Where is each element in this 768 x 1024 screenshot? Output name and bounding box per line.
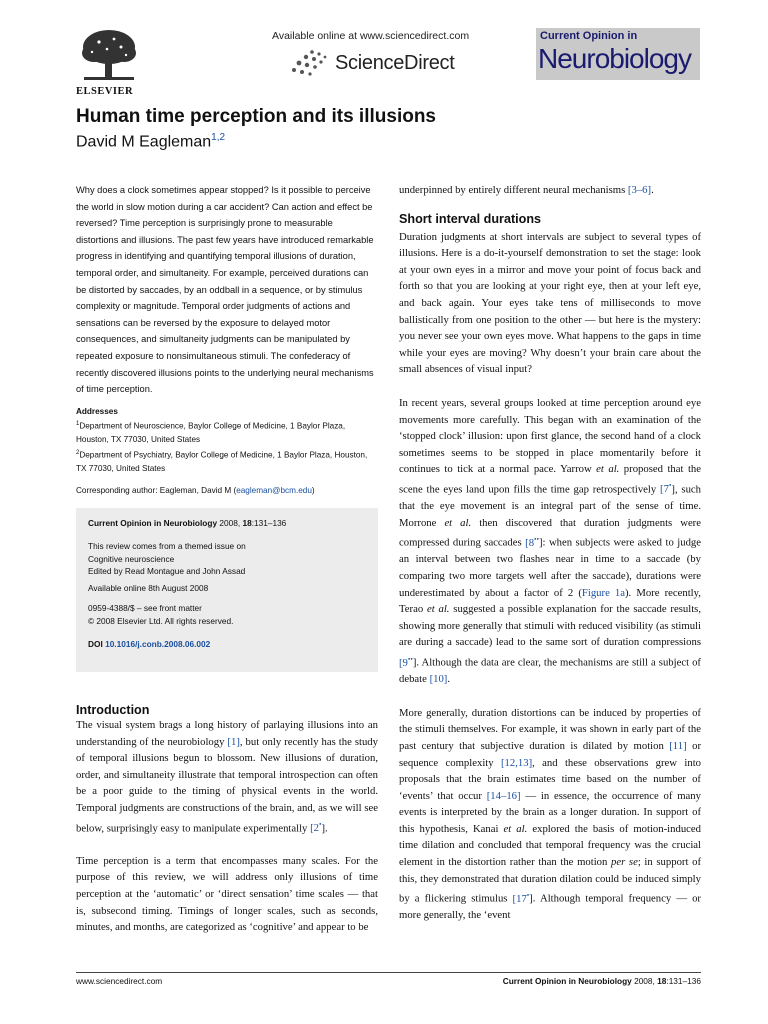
ref-link[interactable]: [7• <box>660 481 672 496</box>
page-header <box>0 0 768 100</box>
short-interval-heading: Short interval durations <box>399 211 542 226</box>
elsevier-tree-logo-icon <box>74 25 144 95</box>
author-affiliation-marks[interactable]: 1,2 <box>211 132 226 143</box>
ref-link[interactable]: [14–16] <box>486 789 521 802</box>
introduction-body <box>76 717 378 936</box>
right-paragraph-1: Duration judgments at short intervals are subject to several types of illusions. Here is a do-it-yourself demonstration to set the stage: look at your own eyes in a mirror and move your point of focus back and forth so that you are looking at your right eye, then at your left eye, and back again. Your eyes take tens of milliseconds to move ballistically from one position to the other — but here is the mystery: you never see your own eyes move. What happens to the gaps in time while your eyes are moving? Why doesn’t your brain care about the small absences of visual input? <box>399 230 701 376</box>
journal-banner-line2: Neurobiology <box>538 43 691 74</box>
addresses-heading: Addresses <box>76 406 118 416</box>
left-column <box>76 182 376 497</box>
doi-link[interactable]: 10.1016/j.conb.2008.06.002 <box>105 639 211 649</box>
ref-link[interactable]: [2• <box>310 820 322 835</box>
right-paragraph-2: In recent years, several groups looked at time perception around eye movements more carefully. This began with an examination of the ‘stopped clock’ illusion: upon first glance, the second hand of a clock sometimes seems to be stopped in place momentarily before it continues to tick at a normal pace. Yarrow et al. proposed that the scene the eyes land upon fills the time gap retrospectively [7•], such that the eye movement is an integral part of the sense of time. Morrone et al. then discovered that duration judgments were compressed during saccades [8••]: when subjects were asked to judge an interval between two flashes near in time to a saccade (by comparing two more targets well after the saccade), durations were underestimated by about a factor of 2 (Figure 1a). More recently, Terao et al. suggested a possible explanation for the saccade results, showing more generally that stimuli with reduced visibility (as stimuli are during a saccade) lead to the same sort of duration compressions [9••]. Although the data are clear, the mechanisms are still a subject of debate [10]. <box>399 396 702 686</box>
info-theme: This review comes from a themed issue on Cognitive neuroscience Edited by Read Montague and John Assad <box>88 541 246 577</box>
ref-link[interactable]: [9•• <box>399 654 413 669</box>
footer-website-link[interactable]: www.sciencedirect.com <box>76 976 163 986</box>
right-paragraph-0: underpinned by entirely different neural mechanisms [3–6]. <box>399 184 654 196</box>
sciencedirect-logo-text: ScienceDirect <box>335 52 455 74</box>
introduction-paragraph-1: The visual system brags a long history of parlaying illusions into an understanding of the neurobiology [1], but only recently has the study of temporal illusions begun to blossom. New illusions of duration, order, and simultaneity illustrate that temporal introspection can often be a poor guide to the timing of physical events in the world. Temporal judgments are constructions of the brain, and, as we will see below, surprisingly easy to manipulate experimentally [2•]. <box>76 719 378 835</box>
ref-link[interactable]: [10] <box>429 673 448 686</box>
footer-divider <box>76 972 701 973</box>
ref-link[interactable]: [11] <box>669 739 687 752</box>
address-2: $^2$Department of Psychiatry, Baylor College of Medicine, 1 Baylor Plaza, Houston, TX 77030, United States <box>76 449 368 474</box>
sciencedirect-dots-icon <box>290 48 332 78</box>
ref-link[interactable]: [8•• <box>525 535 539 549</box>
addresses <box>76 405 376 476</box>
article-info-box <box>76 508 378 672</box>
info-journal-citation: Current Opinion in Neurobiology 2008, 18:131–136 <box>88 518 287 528</box>
abstract: Why does a clock sometimes appear stopped? Is it possible to perceive the world in slow motion during a car accident? Can action and effect be reversed? Time perception is surprisingly prone to measurable distortions and illusions. The past few years have introduced remarkable progress in identifying and quantifying temporal illusions of duration, temporal order, and simultaneity. For example, perceived durations can be distorted by saccades, by an oddball in a sequence, or by stimulus complexity or magnitude. Temporal order judgments of actions and sensations can be reversed by the exposure to delayed motor consequences, and simultaneity judgments can be manipulated by repeated exposure to nonsimultaneous stimuli. The confederacy of recently discovered illusions points to the underlying neural mechanisms of time perception. <box>76 185 374 395</box>
corresponding-author: Corresponding author: Eagleman, David M (eagleman@bcm.edu) <box>76 485 315 495</box>
right-paragraph-3: More generally, duration distortions can be induced by properties of the stimuli themselves. For example, it was shown in early part of the past century that subjective duration is dilated by motion [11] or sequence complexity [12,13], and these observations grew into proposals that the brain estimates time based on the number of ‘events’ that occur [14–16] — in essence, the occurrence of many events is interpreted by the brain as a longer duration. In support of this hypothesis, Kanai et al. explored the basis of motion-induced time dilation and concluded that temporal frequency was the crucial element in the distortion rather than the motion per se; in support of this, they demonstrated that duration dilation could be induced simply by a flickering stimulus [17•]. Although temporal frequency — or more generally, the ‘event <box>399 706 702 922</box>
introduction-paragraph-2: Time perception is a term that encompasses many scales. For the purpose of this review, we will address only illusions of time perception at the ‘automatic’ or ‘direct sensation’ time scales — that is, subsecond timing. Timings of longer scales, such as seconds, minutes, and months, are categorized as ‘cognitive’ and appear to be <box>76 854 378 934</box>
info-available-date: Available online 8th August 2008 <box>88 583 209 593</box>
address-1: $^1$Department of Neuroscience, Baylor College of Medicine, 1 Baylor Plaza, Houston, TX 77030, United States <box>76 421 346 445</box>
available-online-text: Available online at www.sciencedirect.com <box>272 30 470 42</box>
figure-link[interactable]: Figure 1a <box>581 586 625 599</box>
article-author <box>76 132 225 151</box>
ref-link[interactable]: [12,13] <box>500 756 533 769</box>
introduction-heading: Introduction <box>76 703 150 717</box>
article-title: Human time perception and its illusions <box>76 106 436 127</box>
author-name: David M Eagleman <box>76 133 212 151</box>
info-doi: DOI 10.1016/j.conb.2008.06.002 <box>88 639 211 649</box>
journal-banner <box>536 28 700 80</box>
footer-citation: Current Opinion in Neurobiology 2008, 18:131–136 <box>502 976 701 986</box>
info-issn: 0959-4388/$ – see front matter © 2008 Elsevier Ltd. All rights reserved. <box>88 603 234 626</box>
ref-link[interactable]: [3–6] <box>627 184 652 196</box>
publisher-name: ELSEVIER <box>76 86 134 97</box>
right-column <box>399 182 701 924</box>
author-email-link[interactable]: eagleman@bcm.edu <box>236 485 312 495</box>
journal-banner-line1: Current Opinion in <box>540 30 638 42</box>
ref-link[interactable]: [17• <box>512 891 530 905</box>
ref-link[interactable]: [1] <box>227 735 240 748</box>
